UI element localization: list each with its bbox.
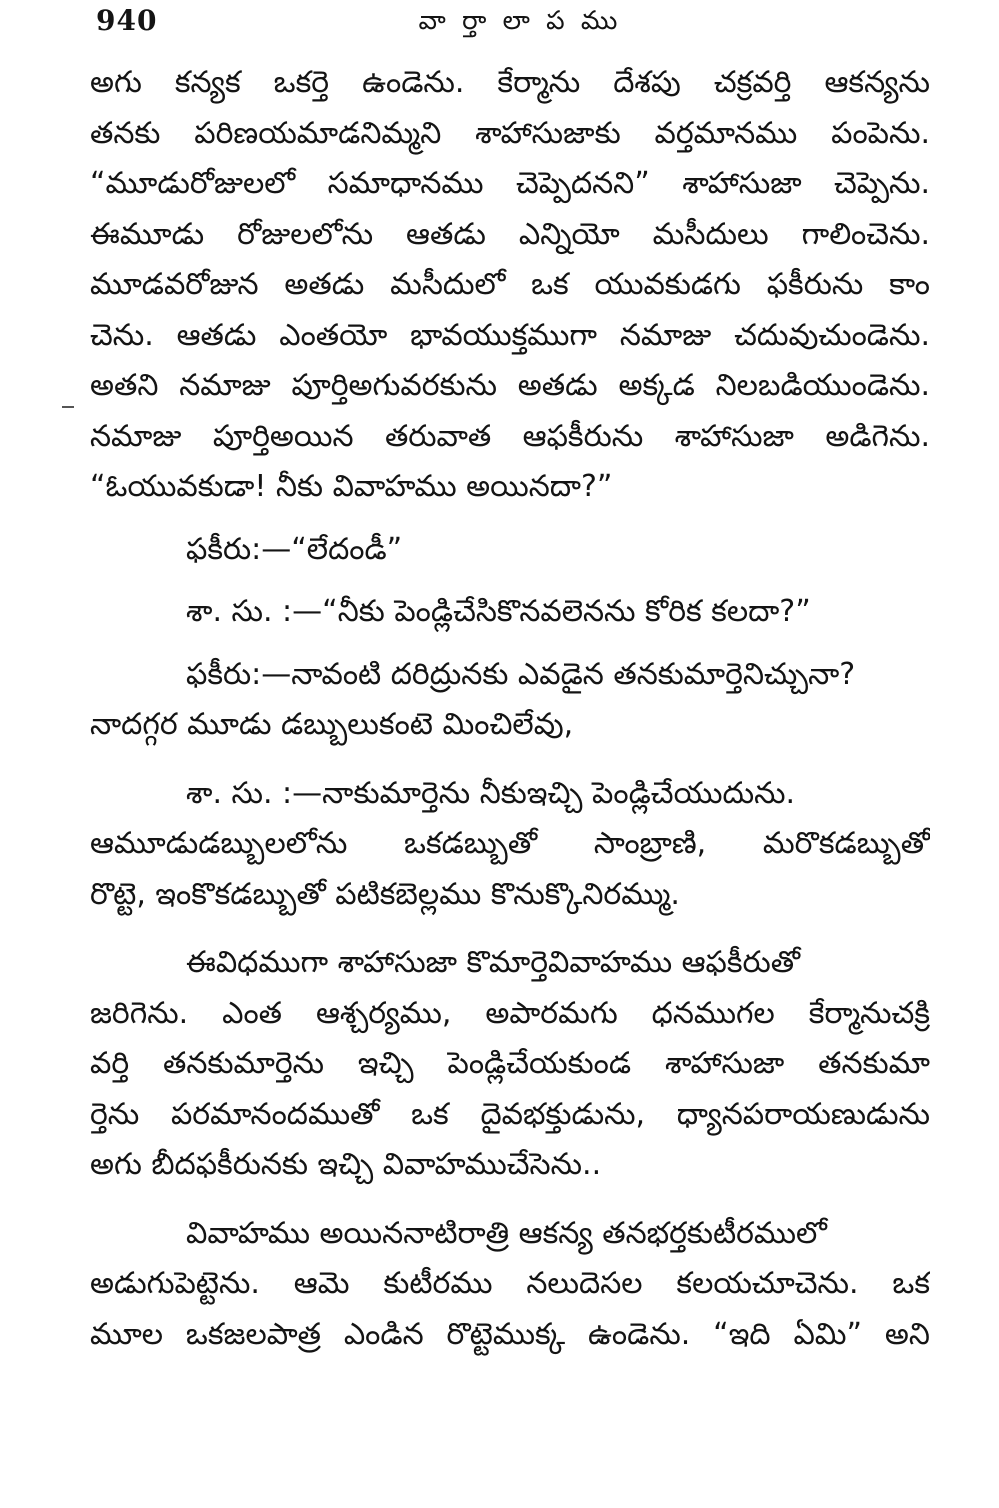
paragraph [90,58,930,513]
text-line: అగు బీదఫకీరునకు ఇచ్చి వివాహముచేసెను.. [90,1147,602,1182]
text-line: తనకు పరిణయమాడనిమ్మని శాహాసుజాకు వర్తమానము పంపెను. [90,115,930,151]
dialogue-paragraph [90,525,930,576]
text-line: ఫకీరు:—నావంటి దరిద్రునకు ఎవడైన తనకుమార్తెనిచ్చునా? [186,656,856,692]
text-line: నాదగ్గర మూడు డబ్బులుకంటె మించిలేవు, [90,707,574,742]
text-line: అతని నమాజు పూర్తిఅగువరకును అతడు అక్కడ నిలబడియుండెను. [90,368,930,403]
text-line: మూడవరోజున అతడు మసీదులో ఒక యువకుడగు ఫకీరును కాం [90,267,930,302]
dialogue-paragraph [90,769,930,921]
text-line: రొట్టె, ఇంకొకడబ్బుతో పటికబెల్లము కొనుక్కొనిరమ్ము. [90,876,680,912]
text-line: “ఓయువకుడా! నీకు వివాహము అయినదా?” [90,469,613,504]
text-line: ఈవిధముగా శాహాసుజా కొమార్తెవివాహము ఆఫకీరుతో [186,945,800,980]
text-line: మూల ఒకజలపాత్ర ఎండిన రొట్టెముక్క ఉండెను. “ఇది ఏమి” అని [90,1316,930,1352]
page-body [90,58,930,1360]
text-line: “మూడురోజులలో సమాధానము చెప్పెదనని” శాహాసుజా చెప్పెను. [90,166,930,201]
text-line: ఈమూడు రోజులలోను ఆతడు ఎన్నియో మసీదులు గాలించెను. [90,216,930,252]
text-line: నమాజు పూర్తిఅయిన తరువాత ఆఫకీరును శాహాసుజా అడిగెను. [90,418,930,454]
text-line: జరిగెను. ఎంత ఆశ్చర్యము, అపారమగు ధనముగల కేర్మానుచక్రి [90,995,930,1031]
text-line: వివాహము అయిననాటిరాత్రి ఆకన్య తనభర్తకుటీరములో [186,1215,827,1251]
text-line: అడుగుపెట్టెను. ఆమె కుటీరము నలుదెసల కలయచూచెను. ఒక [90,1266,930,1301]
page-number: 940 [96,4,158,37]
text-line: శా. సు. :—నాకుమార్తెను నీకుఇచ్చి పెండ్లిచేయుదును. [186,775,796,811]
text-line: శా. సు. :—“నీకు పెండ్లిచేసికొనవలెనను కోరిక కలదా?” [186,594,811,629]
dialogue-paragraph [90,587,930,638]
text-line: అగు కన్యక ఒకర్తె ఉండెను. కేర్మాను దేశపు చక్రవర్తి ఆకన్యను [90,65,930,100]
dialogue-paragraph [90,650,930,751]
paragraph [90,1209,930,1361]
paragraph [90,938,930,1191]
text-line: చెను. ఆతడు ఎంతయో భావయుక్తముగా నమాజు చదువుచుండెను. [90,317,930,353]
margin-mark [62,406,74,408]
text-line: వర్తి తనకుమార్తెను ఇచ్చి పెండ్లిచేయకుండ శాహాసుజా తనకుమా [90,1046,930,1081]
text-line: ఆమూడుడబ్బులలోను ఒకడబ్బుతో సాంబ్రాణి, మరొకడబ్బుతో [90,826,930,861]
text-line: ఫకీరు:—“లేదండీ” [186,531,403,567]
text-line: ర్తెను పరమానందముతో ఒక దైవభక్తుడును, ధ్యానపరాయణుడును [90,1096,930,1132]
running-title: వా ర్తా లా ప ము [418,6,622,36]
